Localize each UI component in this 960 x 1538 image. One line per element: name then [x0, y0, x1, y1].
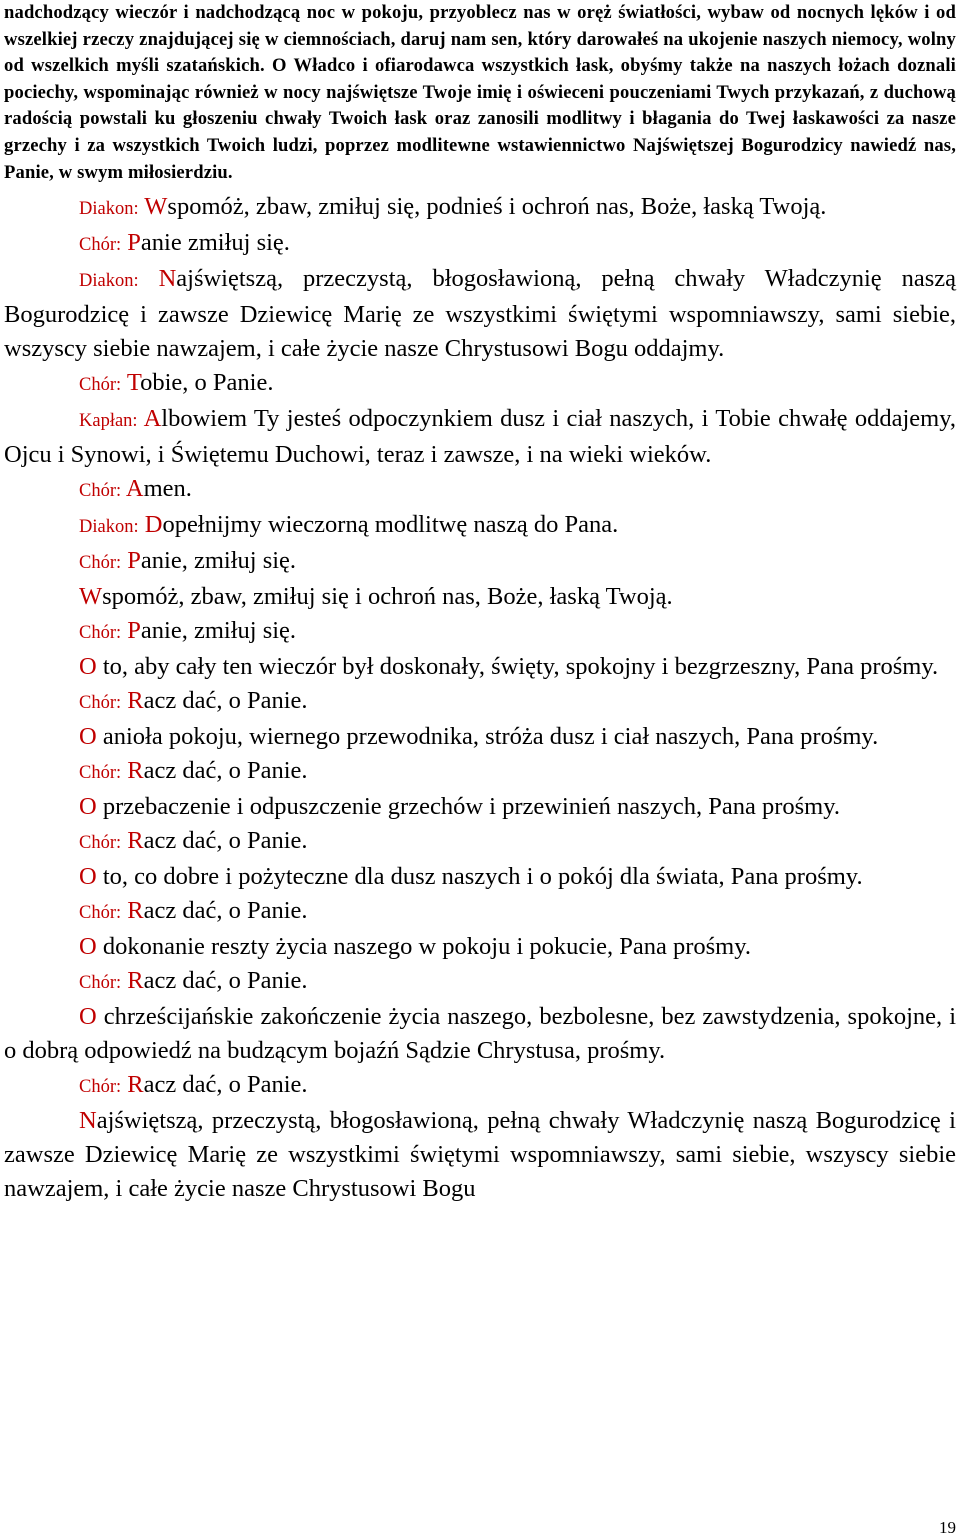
- initial-letter: O: [79, 723, 97, 751]
- verse-text: anie, zmiłuj się.: [140, 617, 297, 645]
- verse-line: [4, 226, 956, 262]
- verse-text: anie, zmiłuj się.: [140, 547, 297, 575]
- initial-letter: O: [79, 653, 97, 681]
- initial-letter: R: [127, 967, 144, 995]
- prayer-text-part-2: O Władco i ofiarodawca wszystkich łask, obyśmy także na naszych łożach doznali pociechy, wspominając również w nocy najświętsze Twoje imię i oświeceni pouczeniami Twych przykazań, z duchową radością powstali ku głoszeniu chwały Twoich łask oraz zanosili modlitwy i błagania do Twej łaskawości za nasze grzechy i za wszystkich Twoich ludzi, poprzez modlitewne wstawiennictwo Najświętszej Bogurodzicy nawiedź nas, Panie, w swym miłosierdziu.: [4, 55, 956, 183]
- verse-text: acz dać, o Panie.: [143, 1071, 308, 1099]
- verse-text: lbowiem Ty jesteś odpoczynkiem dusz i ciał naszych, i Tobie chwałę oddajemy, Ojcu i Synowi, i Świętemu Duchowi, teraz i zawsze, i na wieki wieków.: [4, 405, 956, 469]
- initial-letter: R: [127, 1071, 144, 1099]
- initial-letter: W: [79, 583, 103, 611]
- verse-line: [4, 650, 956, 684]
- verse-text: obie, o Panie.: [140, 369, 274, 397]
- initial-letter: D: [144, 511, 163, 539]
- verse-line: [4, 684, 956, 720]
- verse-line: [4, 790, 956, 824]
- speaker-label: Chór:: [79, 833, 122, 854]
- speaker-label: Chór:: [79, 903, 122, 924]
- speaker-label: Chór:: [79, 693, 122, 714]
- verse-line: [4, 1104, 956, 1206]
- verse-line: [4, 614, 956, 650]
- initial-letter: R: [127, 757, 144, 785]
- verse-text: dokonanie reszty życia naszego w pokoju i pokucie, Pana prośmy.: [96, 933, 751, 961]
- verse-line: [4, 190, 956, 226]
- verse-text: to, co dobre i pożyteczne dla dusz naszych i o pokój dla świata, Pana prośmy.: [96, 863, 863, 891]
- verse-line: [4, 1068, 956, 1104]
- prayer-paragraph: [4, 0, 956, 186]
- speaker-label: Chór:: [79, 973, 122, 994]
- verse-line: [4, 580, 956, 614]
- initial-letter: O: [79, 793, 97, 821]
- page-number: 19: [939, 1518, 956, 1537]
- prayer-text-part-1: nadchodzący wieczór i nadchodzącą noc w pokoju, przyoblecz nas w oręż światłości, wybaw od nocnych lęków i od wszelkiej rzeczy znajdującej się w ciemnościach, daruj nam sen, który darowałeś na ukojenie naszych niemocy, wolny od wszelkich myśli szatańskich.: [4, 2, 956, 77]
- initial-letter: A: [125, 475, 144, 503]
- verse-line: [4, 262, 956, 366]
- initial-letter: N: [158, 265, 177, 293]
- verse-text: spomóż, zbaw, zmiłuj się i ochroń nas, Boże, łaską Twoją.: [102, 583, 673, 611]
- speaker-label: Kapłan:: [79, 411, 138, 432]
- verse-line: [4, 508, 956, 544]
- initial-letter: R: [127, 687, 144, 715]
- speaker-label: Diakon:: [79, 517, 139, 538]
- verse-text: acz dać, o Panie.: [143, 967, 308, 995]
- verse-text: men.: [143, 475, 192, 503]
- document-page: [4, 0, 956, 1206]
- initial-letter: W: [144, 193, 168, 221]
- speaker-label: Chór:: [79, 623, 122, 644]
- verse-line: [4, 754, 956, 790]
- verse-text: acz dać, o Panie.: [143, 687, 308, 715]
- speaker-label: Chór:: [79, 763, 122, 784]
- verse-line: [4, 930, 956, 964]
- speaker-label: Diakon:: [79, 271, 139, 292]
- verse-text: anie zmiłuj się.: [140, 229, 290, 257]
- initial-letter: P: [127, 229, 141, 257]
- initial-letter: R: [127, 827, 144, 855]
- verse-line: [4, 402, 956, 472]
- verse-line: [4, 1000, 956, 1068]
- speaker-label: Chór:: [79, 1077, 122, 1098]
- speaker-label: Chór:: [79, 481, 122, 502]
- verse-text: chrześcijańskie zakończenie życia naszego, bezbolesne, bez zawstydzenia, spokojne, i o dobrą odpowiedź na budzącym bojaźń Sądzie Chrystusa, prośmy.: [4, 1003, 956, 1065]
- verse-text: anioła pokoju, wiernego przewodnika, stróża dusz i ciał naszych, Pana prośmy.: [96, 723, 879, 751]
- verse-text: acz dać, o Panie.: [143, 827, 308, 855]
- speaker-label: Chór:: [79, 375, 122, 396]
- speaker-label: Chór:: [79, 553, 122, 574]
- initial-letter: O: [79, 1003, 97, 1031]
- verse-line: [4, 366, 956, 402]
- speaker-label: Diakon:: [79, 199, 139, 220]
- initial-letter: P: [127, 547, 141, 575]
- verse-line: [4, 544, 956, 580]
- verse-text: ajświętszą, przeczystą, błogosławioną, pełną chwały Władczynię naszą Bogurodzicę i zawsze Dziewicę Marię ze wszystkimi świętymi wspomniawszy, sami siebie, wszyscy siebie nawzajem, i całe życie nasze Chrystusowi Bogu: [4, 1107, 956, 1203]
- initial-letter: A: [143, 405, 162, 433]
- initial-letter: R: [127, 897, 144, 925]
- verse-line: [4, 824, 956, 860]
- initial-letter: T: [126, 369, 141, 397]
- verse-text: to, aby cały ten wieczór był doskonały, święty, spokojny i bezgrzeszny, Pana prośmy.: [96, 653, 939, 681]
- verse-line: [4, 720, 956, 754]
- verse-line: [4, 472, 956, 508]
- initial-letter: O: [79, 933, 97, 961]
- initial-letter: O: [79, 863, 97, 891]
- verse-line: [4, 860, 956, 894]
- initial-letter: P: [127, 617, 141, 645]
- verse-line: [4, 964, 956, 1000]
- verse-text: spomóż, zbaw, zmiłuj się, podnieś i ochroń nas, Boże, łaską Twoją.: [167, 193, 827, 221]
- verse-text: ajświętszą, przeczystą, błogosławioną, pełną chwały Władczynię naszą Bogurodzicę i zawsze Dziewicę Marię ze wszystkimi świętymi wspomniawszy, sami siebie, wszyscy siebie nawzajem, i całe życie nasze Chrystusowi Bogu oddajmy.: [4, 265, 957, 363]
- verse-text: acz dać, o Panie.: [143, 897, 308, 925]
- initial-letter: N: [79, 1107, 97, 1135]
- verse-text: opełnijmy wieczorną modlitwę naszą do Pana.: [162, 511, 619, 539]
- verse-text: acz dać, o Panie.: [143, 757, 308, 785]
- verse-line: [4, 894, 956, 930]
- speaker-label: Chór:: [79, 235, 122, 256]
- verse-text: przebaczenie i odpuszczenie grzechów i przewinień naszych, Pana prośmy.: [96, 793, 840, 821]
